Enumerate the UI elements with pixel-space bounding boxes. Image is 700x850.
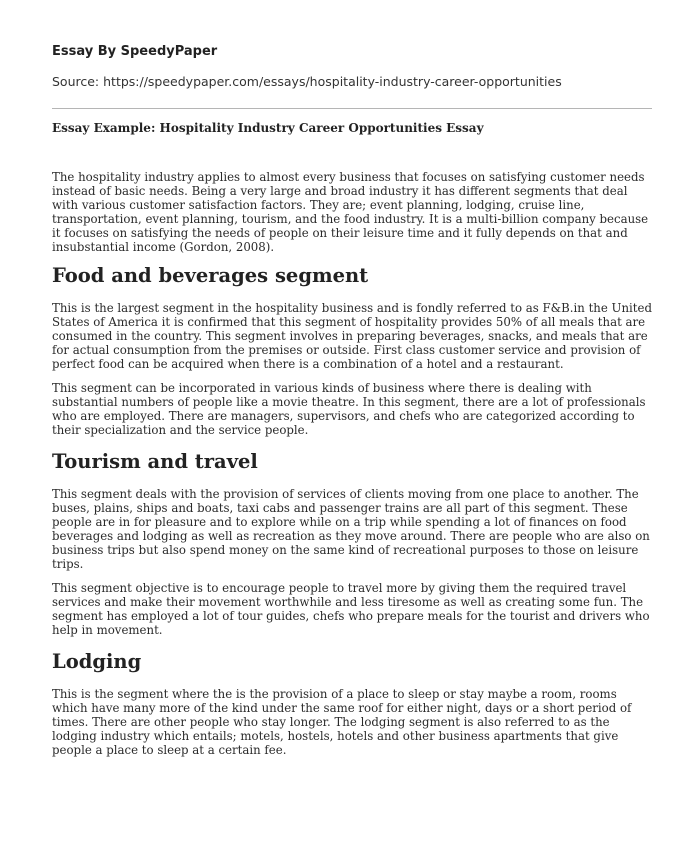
section-heading-lodging: Lodging <box>52 650 142 673</box>
brand-label: Essay By SpeedyPaper <box>52 44 218 59</box>
source-line: Source: https://speedypaper.com/essays/hospitality-industry-career-opportunities <box>52 74 562 89</box>
header-divider <box>52 108 652 109</box>
paragraph: This segment deals with the provision of services of clients moving from one place to another. The buses, plains, ships and boats, taxi cabs and passenger trains are all part of this segment. These people are in for pleasure and to explore while on a trip while spending a lot of finances on food beverages and lodging as well as recreation as they move around. There are people who are also on business trips but also spend money on the same kind of recreational purposes to those on leisure trips. <box>52 487 650 571</box>
intro-paragraph: The hospitality industry applies to almost every business that focuses on satisfying customer needs instead of basic needs. Being a very large and broad industry it has different segments that deal with various customer satisfaction factors. They are; event planning, lodging, cruise line, transportation, event planning, tourism, and the food industry. It is a multi-billion company because it focuses on satisfying the needs of people on their leisure time and it fully depends on that and insubstantial income (Gordon, 2008). <box>52 170 649 254</box>
paragraph: This is the segment where the is the provision of a place to sleep or stay maybe a room, rooms which have many more of the kind under the same roof for either night, days or a short period of times. There are other people who stay longer. The lodging segment is also referred to as the lodging industry which entails; motels, hostels, hotels and other business apartments that give people a place to sleep at a certain fee. <box>52 687 632 757</box>
essay-body <box>52 170 652 757</box>
paragraph: This is the largest segment in the hospitality business and is fondly referred to as F&B.in the United States of America it is confirmed that this segment of hospitality provides 50% of all meals that are consumed in the country. This segment involves in preparing beverages, snacks, and meals that are for actual consumption from the premises or outside. First class customer service and provision of perfect food can be acquired when there is a combination of a hotel and a restaurant. <box>52 301 652 371</box>
essay-title: Essay Example: Hospitality Industry Career Opportunities Essay <box>52 121 484 135</box>
section-heading-food-beverages: Food and beverages segment <box>52 264 369 287</box>
section-heading-tourism-travel: Tourism and travel <box>52 450 258 473</box>
paragraph: This segment can be incorporated in various kinds of business where there is dealing with substantial numbers of people like a movie theatre. In this segment, there are a lot of professionals who are employed. There are managers, supervisors, and chefs who are categorized according to their specialization and the service people. <box>52 381 646 437</box>
paragraph: This segment objective is to encourage people to travel more by giving them the required travel services and make their movement worthwhile and less tiresome as well as creating some fun. The segment has employed a lot of tour guides, chefs who prepare meals for the tourist and drivers who help in movement. <box>52 581 650 637</box>
